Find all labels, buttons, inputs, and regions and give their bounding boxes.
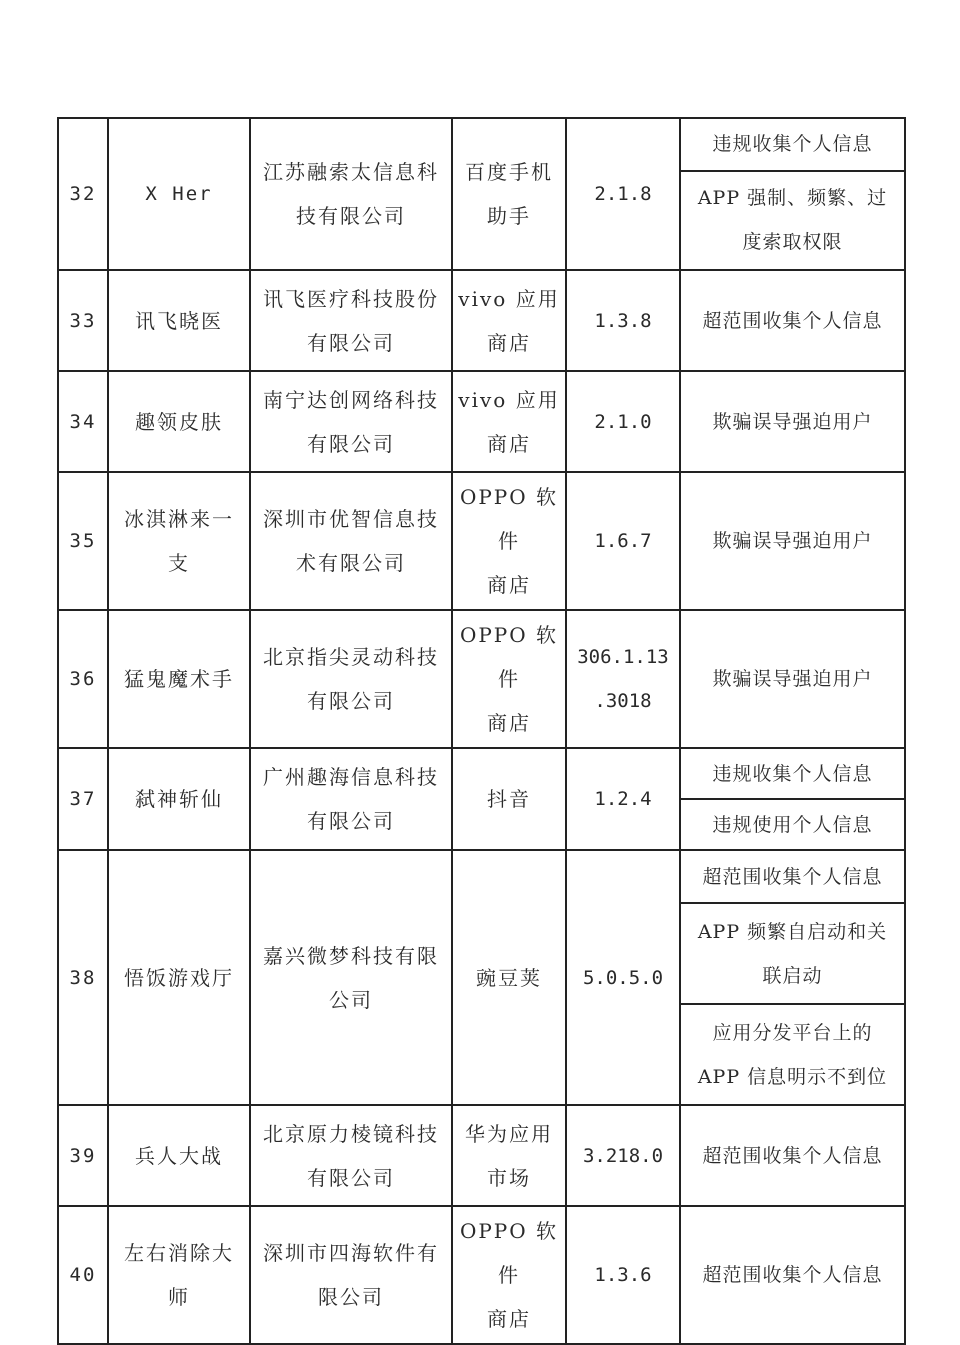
issue-item: 超范围收集个人信息 (702, 1264, 883, 1286)
issue-item: 超范围收集个人信息 (681, 851, 904, 904)
row-number-cell: 33 (59, 271, 109, 370)
issues-cell (681, 271, 906, 370)
app-store-cell: vivo 应用 商店 (453, 372, 567, 471)
row-number-cell: 32 (59, 119, 109, 269)
issue-item: 欺骗误导强迫用户 (712, 410, 873, 433)
app-store-cell: 豌豆荚 (453, 851, 567, 1104)
issues-cell (681, 119, 906, 269)
app-store-cell: OPPO 软件 商店 (453, 611, 567, 747)
version-cell: 1.6.7 (567, 473, 681, 609)
issues-cell (681, 1106, 906, 1205)
version-cell: 5.0.5.0 (567, 851, 681, 1104)
app-name-cell: 悟饭游戏厅 (109, 851, 251, 1104)
table-row (59, 749, 906, 851)
row-number-cell: 40 (59, 1207, 109, 1343)
issue-item: APP 强制、频繁、过 度索取权限 (697, 187, 888, 254)
version-cell: 2.1.8 (567, 119, 681, 269)
issue-item: 违规收集个人信息 (681, 119, 904, 172)
table-row (59, 473, 906, 611)
developer-cell: 深圳市优智信息技 术有限公司 (251, 473, 453, 609)
issues-cell (681, 851, 906, 1104)
table-row (59, 851, 906, 1106)
developer-cell: 广州趣海信息科技 有限公司 (251, 749, 453, 849)
table-row (59, 372, 906, 473)
version-cell: 1.3.6 (567, 1207, 681, 1343)
developer-cell: 嘉兴微梦科技有限 公司 (251, 851, 453, 1104)
table-row (59, 119, 906, 271)
row-number-cell: 36 (59, 611, 109, 747)
app-name-cell: 猛鬼魔术手 (109, 611, 251, 747)
issues-cell (681, 1207, 906, 1343)
app-name-cell: 趣领皮肤 (109, 372, 251, 471)
table-row (59, 271, 906, 372)
issue-item: 欺骗误导强迫用户 (712, 668, 873, 690)
issue-item: 违规收集个人信息 (681, 749, 904, 800)
version-cell: 3.218.0 (567, 1106, 681, 1205)
developer-cell: 讯飞医疗科技股份 有限公司 (251, 271, 453, 370)
developer-cell: 江苏融索太信息科 技有限公司 (251, 119, 453, 269)
app-name-cell: 讯飞晓医 (109, 271, 251, 370)
app-name-cell: 冰淇淋来一 支 (109, 473, 251, 609)
developer-cell: 深圳市四海软件有 限公司 (251, 1207, 453, 1343)
developer-cell: 北京指尖灵动科技 有限公司 (251, 611, 453, 747)
table-row (59, 1207, 906, 1345)
app-store-cell: OPPO 软件 商店 (453, 473, 567, 609)
row-number-cell: 35 (59, 473, 109, 609)
app-name-cell: 左右消除大 师 (109, 1207, 251, 1343)
row-number-cell: 39 (59, 1106, 109, 1205)
issue-item: 超范围收集个人信息 (702, 1144, 883, 1167)
issues-cell (681, 372, 906, 471)
issues-cell (681, 473, 906, 609)
issue-item: APP 频繁自启动和关 联启动 (681, 904, 904, 1005)
app-store-cell: OPPO 软件 商店 (453, 1207, 567, 1343)
app-name-cell: 弑神斩仙 (109, 749, 251, 849)
version-cell: 1.2.4 (567, 749, 681, 849)
issue-item: 欺骗误导强迫用户 (712, 530, 873, 552)
version-cell: 2.1.0 (567, 372, 681, 471)
developer-cell: 南宁达创网络科技 有限公司 (251, 372, 453, 471)
row-number-cell: 37 (59, 749, 109, 849)
issues-cell (681, 611, 906, 747)
version-cell: 1.3.8 (567, 271, 681, 370)
app-store-cell: 华为应用 市场 (453, 1106, 567, 1205)
app-store-cell: 百度手机 助手 (453, 119, 567, 269)
row-number-cell: 38 (59, 851, 109, 1104)
issue-item: 应用分发平台上的 APP 信息明示不到位 (697, 1021, 888, 1088)
app-violation-table (57, 117, 906, 1345)
developer-cell: 北京原力棱镜科技 有限公司 (251, 1106, 453, 1205)
issue-item: 违规使用个人信息 (712, 813, 873, 836)
app-name-cell: 兵人大战 (109, 1106, 251, 1205)
app-store-cell: 抖音 (453, 749, 567, 849)
app-store-cell: vivo 应用 商店 (453, 271, 567, 370)
version-cell: 306.1.13 .3018 (567, 611, 681, 747)
table-row (59, 1106, 906, 1207)
app-name-cell: X Her (109, 119, 251, 269)
issue-item: 超范围收集个人信息 (702, 309, 883, 332)
row-number-cell: 34 (59, 372, 109, 471)
issues-cell (681, 749, 906, 849)
table-row (59, 611, 906, 749)
